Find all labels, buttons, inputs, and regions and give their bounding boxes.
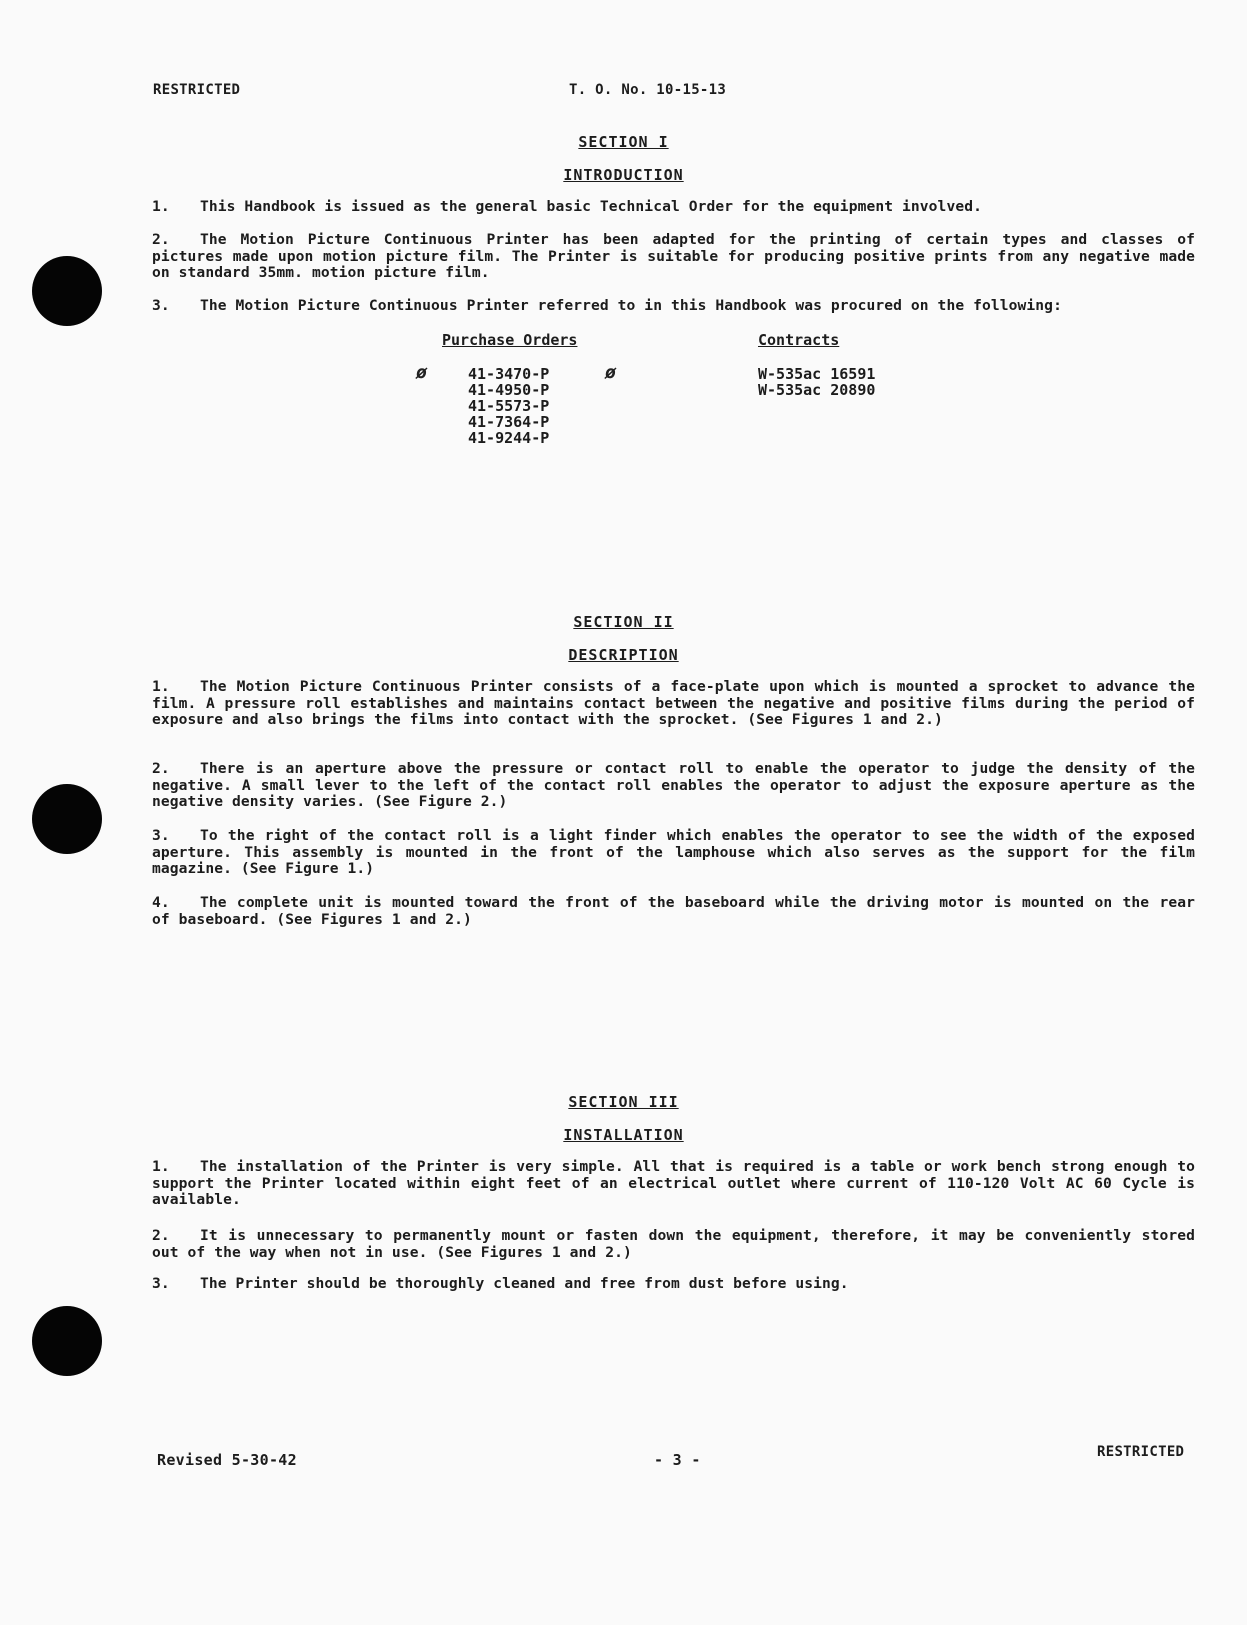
paragraph-number: 1. — [152, 1158, 170, 1175]
contracts-list — [758, 366, 875, 398]
binder-hole — [32, 256, 102, 326]
binder-hole — [32, 784, 102, 854]
page-number: - 3 - — [654, 1451, 701, 1469]
margin-mark: ø — [605, 362, 616, 383]
paragraph-text: This Handbook is issued as the general basic Technical Order for the equipment involved. — [200, 198, 982, 215]
section-3-subheading: INSTALLATION — [563, 1126, 684, 1144]
paragraph-text: The Motion Picture Continuous Printer referred to in this Handbook was procured on the following: — [200, 297, 1062, 314]
paragraph-text: There is an aperture above the pressure or contact roll to enable the operator to judge the density of the negative. A small lever to the left of the contact roll enables the operator to adjust the exposure aperture as the negative density varies. (See Figure 2.) — [152, 760, 1195, 810]
paragraph — [152, 828, 1195, 878]
paragraph — [152, 1159, 1195, 1209]
section-1-heading: SECTION I — [578, 133, 669, 151]
contract-item: W-535ac 20890 — [758, 381, 876, 399]
paragraph-number: 1. — [152, 678, 170, 695]
paragraph-number: 4. — [152, 894, 170, 911]
paragraph-text: The Motion Picture Continuous Printer consists of a face-plate upon which is mounted a sprocket to advance the film. A pressure roll establishes and maintains contact between the negative and positive films during the period of exposure and also brings the films into contact with the sprocket. (See Figures 1 and 2.) — [152, 678, 1195, 728]
paragraph-text: The installation of the Printer is very simple. All that is required is a table or work bench strong enough to support the Printer located within eight feet of an electrical outlet where current of 110-120 Volt AC 60 Cycle is available. — [152, 1158, 1195, 1208]
paragraph-number: 2. — [152, 760, 170, 777]
contract-item: W-535ac 16591 — [758, 365, 876, 383]
paragraph — [152, 1276, 1195, 1293]
paragraph-text: The complete unit is mounted toward the front of the baseboard while the driving motor is mounted on the rear of baseboard. (See Figures 1 and 2.) — [152, 894, 1195, 928]
paragraph — [152, 679, 1195, 729]
section-2-subheading: DESCRIPTION — [568, 646, 679, 664]
section-2-heading: SECTION II — [573, 613, 674, 631]
paragraph-number: 2. — [152, 1227, 170, 1244]
footer-classification: RESTRICTED — [1097, 1444, 1185, 1460]
paragraph-number: 3. — [152, 1275, 170, 1292]
section-1-subheading: INTRODUCTION — [563, 166, 684, 184]
section-3-heading: SECTION III — [568, 1093, 679, 1111]
header-technical-order: T. O. No. 10-15-13 — [569, 82, 727, 98]
purchase-order-item: 41-3470-P — [468, 365, 550, 383]
paragraph-text: To the right of the contact roll is a light finder which enables the operator to see the width of the exposed aperture. This assembly is mounted in the front of the lamphouse which also serves as the support for the film magazine. (See Figure 1.) — [152, 827, 1195, 877]
purchase-order-item: 41-4950-P — [468, 381, 550, 399]
paragraph-text: The Printer should be thoroughly cleaned and free from dust before using. — [200, 1275, 849, 1292]
purchase-orders-heading: Purchase Orders — [442, 331, 578, 349]
header-classification: RESTRICTED — [153, 82, 241, 98]
paragraph — [152, 1228, 1195, 1261]
purchase-order-item: 41-5573-P — [468, 397, 550, 415]
purchase-order-item: 41-7364-P — [468, 413, 550, 431]
paragraph — [152, 895, 1195, 928]
paragraph-text: The Motion Picture Continuous Printer has been adapted for the printing of certain types and classes of pictures made upon motion picture film. The Printer is suitable for producing positive prints from any negative made on standard 35mm. motion picture film. — [152, 231, 1195, 281]
footer-revision-date: Revised 5-30-42 — [157, 1451, 297, 1469]
paragraph-number: 3. — [152, 827, 170, 844]
purchase-orders-list — [468, 366, 549, 446]
paragraph — [152, 199, 1195, 216]
paragraph-number: 1. — [152, 198, 170, 215]
binder-hole — [32, 1306, 102, 1376]
paragraph — [152, 298, 1195, 315]
purchase-order-item: 41-9244-P — [468, 429, 550, 447]
paragraph-text: It is unnecessary to permanently mount or fasten down the equipment, therefore, it may be conveniently stored out of the way when not in use. (See Figures 1 and 2.) — [152, 1227, 1195, 1261]
margin-mark: ø — [416, 362, 427, 383]
paragraph-number: 3. — [152, 297, 170, 314]
contracts-heading: Contracts — [758, 331, 840, 349]
paragraph-number: 2. — [152, 231, 170, 248]
paragraph — [152, 761, 1195, 811]
paragraph — [152, 232, 1195, 282]
